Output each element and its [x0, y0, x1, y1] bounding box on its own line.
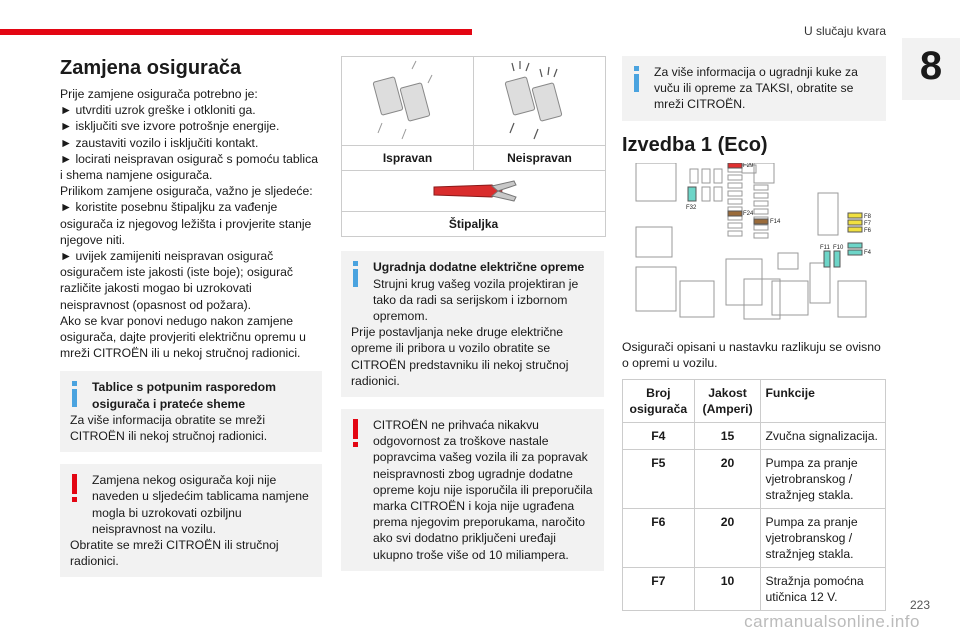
- table-cell: 10: [694, 568, 761, 611]
- note-text: Osigurači opisani u nastavku razlikuju se ovisno o opremi u vozilu.: [622, 339, 881, 371]
- warning-box: [60, 464, 322, 577]
- column-1: [60, 56, 322, 577]
- table-cell: F4: [623, 423, 695, 450]
- table-row: [623, 423, 886, 450]
- info-icon: [72, 381, 78, 407]
- page-header-title: U slučaju kvara: [803, 24, 886, 38]
- caption-bad: Neispravan: [473, 146, 605, 170]
- caption-ok: Ispravan: [382, 151, 433, 165]
- info-box: [60, 371, 322, 452]
- info-box: [341, 251, 604, 397]
- bullet-item: ► locirati neispravan osigurač s pomoću tablica i shema namjene osigurača.: [60, 151, 318, 183]
- bullet-item: ► uvijek zamijeniti neispravan osigurač osiguračem iste jakosti (iste boje); osigurač različite jakosti mogao bi uzrokovati neispravnost (opasnost od požara).: [60, 249, 294, 312]
- section-title: Izvedba 1 (Eco): [622, 133, 768, 156]
- table-cell: Zvučna signalizacija.: [761, 423, 886, 450]
- bullet-item: ► koristite posebnu štipaljku za vađenje osigurača iz njegovog ležišta i provjerite stanje njegove niti.: [60, 200, 312, 247]
- fusebox-diagram: [622, 163, 886, 335]
- warning-icon: [72, 474, 78, 502]
- fuse-table: [622, 379, 886, 611]
- fuse-bad-illustration: [473, 57, 605, 145]
- warning-box-text: CITROËN ne prihvaća nikakvu odgovornost za troškove nastale popravcima vašeg vozila ili za popravak neispravnosti zbog ugradnje dodatne opreme koju nije isporučila ili preporučila marka CITROËN i koja nije ugrađena prema njegovim preporukama, naročito ako svi dodatno priključeni uređaji ukupno troše više od 10 miliampera.: [373, 418, 593, 562]
- chapter-tab: [902, 38, 960, 100]
- fuse-label: F4: [864, 249, 872, 256]
- column-2: [341, 56, 604, 571]
- table-cell: Stražnja pomoćna utičnica 12 V.: [761, 568, 886, 611]
- table-cell: 20: [694, 509, 761, 568]
- caption-clip: Štipaljka: [448, 217, 499, 232]
- fuse-label: F11: [820, 244, 830, 251]
- table-cell: 15: [694, 423, 761, 450]
- info-box: [622, 56, 886, 121]
- bullet-item: ► utvrditi uzrok greške i otkloniti ga.: [60, 103, 256, 118]
- fuse-label: F6: [864, 227, 872, 234]
- table-cell: Pumpa za pranje vjetrobranskog / stražnjeg stakla.: [761, 509, 886, 568]
- info-icon: [353, 261, 359, 287]
- warning-box-text-2: Obratite se mreži CITROËN ili stručnoj radionici.: [70, 538, 279, 569]
- info-box-text: Za više informacija obratite se mreži CITROËN ili nekoj stručnoj radionici.: [70, 412, 268, 444]
- header-red-bar: [0, 29, 472, 35]
- table-cell: Pumpa za pranje vjetrobranskog / stražnjeg stakla.: [761, 450, 886, 509]
- text-line: Prije zamjene osigurača potrebno je:: [60, 87, 258, 101]
- fuse-ok-illustration: [342, 57, 473, 145]
- warning-icon: [353, 419, 359, 447]
- section-title: Zamjena osigurača: [60, 57, 242, 79]
- table-row: [623, 509, 886, 568]
- table-header: Jakost (Amperi): [694, 380, 761, 423]
- table-row: [623, 450, 886, 509]
- fuse-label: F7: [864, 220, 872, 227]
- fuse-clip-illustration: [342, 171, 605, 211]
- info-box-text: Strujni krug vašeg vozila projektiran je tako da radi sa serijskom i izbornom opremom.: [373, 276, 579, 324]
- fuse-label: F29: [743, 162, 754, 169]
- fuse-label: F14: [770, 218, 781, 225]
- table-cell: 20: [694, 450, 761, 509]
- fuse-label: F8: [864, 213, 872, 220]
- watermark: carmanualsonline.info: [744, 612, 920, 631]
- table-header: Funkcije: [761, 380, 886, 423]
- column-3: [622, 56, 886, 611]
- info-icon: [634, 66, 640, 92]
- info-box-title: Ugradnja dodatne električne opreme: [373, 260, 585, 275]
- info-box-text-2: Prije postavljanja neke druge električne opreme ili pribora u vozilo obratite se CITROËN predstavniku ili nekoj stručnoj radionici.: [351, 325, 569, 388]
- text-line: Ako se kvar ponovi nedugo nakon zamjene osigurača, dajte provjeriti električnu opremu u mreži CITROËN ili u nekoj stručnoj radionici.: [60, 313, 306, 361]
- info-box-text: Za više informacija o ugradnji kuke za vuču ili opreme za TAKSI, obratite se mreži CITROËN.: [654, 65, 858, 112]
- table-cell: F5: [623, 450, 695, 509]
- fuse-label: F24: [743, 210, 754, 217]
- text-line: Prilikom zamjene osigurača, važno je sljedeće:: [60, 184, 313, 199]
- chapter-number: 8: [919, 44, 943, 88]
- warning-box: [341, 409, 604, 571]
- bullet-item: ► isključiti sve izvore potrošnje energije.: [60, 119, 280, 134]
- table-row: [623, 568, 886, 611]
- info-box-title: Tablice s potpunim rasporedom osigurača i prateće sheme: [92, 380, 276, 411]
- warning-box-text: Zamjena nekog osigurača koji nije naveden u sljedećim tablicama namjene mogla bi uzrokovati ozbiljnu neispravnost na vozilu.: [92, 473, 309, 536]
- table-cell: F7: [623, 568, 695, 611]
- fuse-image-table: [341, 56, 606, 237]
- fuse-label: F10: [833, 244, 844, 251]
- table-cell: F6: [623, 509, 695, 568]
- bullet-item: ► zaustaviti vozilo i isključiti kontakt.: [60, 135, 259, 150]
- fuse-label: F32: [686, 204, 697, 211]
- table-header: Broj osigurača: [623, 380, 695, 423]
- page-number: 223: [909, 598, 930, 612]
